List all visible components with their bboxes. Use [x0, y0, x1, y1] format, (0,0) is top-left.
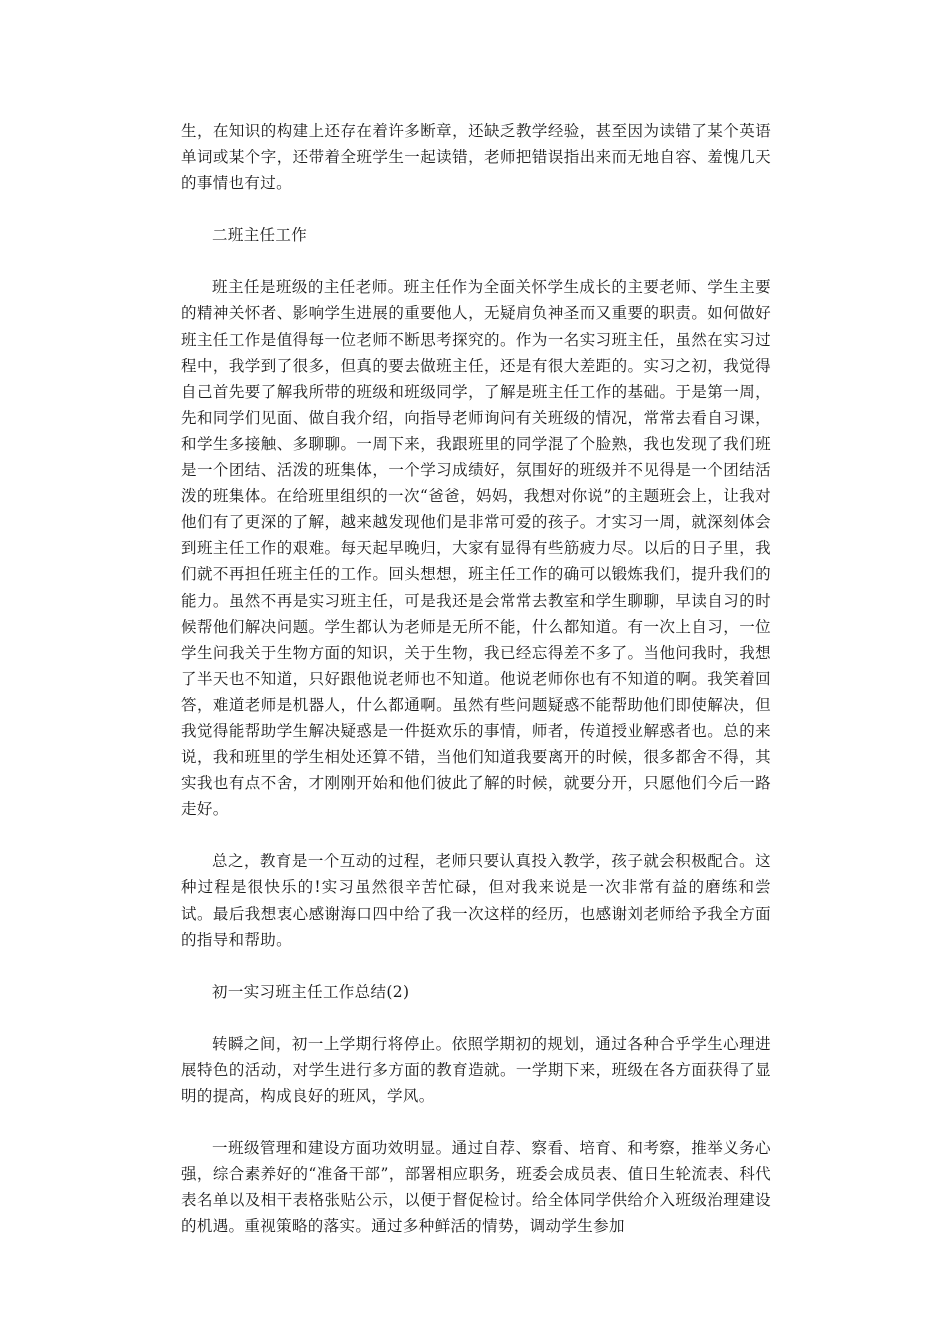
paragraph-gap	[181, 822, 771, 848]
document-body	[181, 118, 771, 1239]
paragraph-semester-intro: 转瞬之间，初一上学期行将停止。依照学期初的规划，通过各种合乎学生心理进展特色的活动，对学生进行多方面的教育造就。一学期下来，班级在各方面获得了显明的提高，构成良好的班风，学风。	[181, 1034, 771, 1105]
section-heading-class-teacher: 二班主任工作	[212, 226, 308, 245]
paragraph-gap	[181, 953, 771, 979]
paragraph-class-teacher-work: 班主任是班级的主任老师。班主任作为全面关怀学生成长的主要老师、学生主要的精神关怀者、影响学生进展的重要他人，无疑肩负神圣而又重要的职责。如何做好班主任工作是值得每一位老师不断思考探究的。作为一名实习班主任，虽然在实习过程中，我学到了很多，但真的要去做班主任，还是有很大差距的。实习之初，我觉得自己首先要了解我所带的班级和班级同学，了解是班主任工作的基础。于是第一周，先和同学们见面、做自我介绍，向指导老师询问有关班级的情况，常常去看自习课，和学生多接触、多聊聊。一周下来，我跟班里的同学混了个脸熟，我也发现了我们班是一个团结、活泼的班集体，一个学习成绩好，氛围好的班级并不见得是一个团结活泼的班集体。在给班里组织的一次“爸爸，妈妈，我想对你说”的主题班会上，让我对他们有了更深的了解，越来越发现他们是非常可爱的孩子。才实习一周，就深刻体会到班主任工作的艰难。每天起早晚归，大家有显得有些筋疲力尽。以后的日子里，我们就不再担任班主任的工作。回头想想，班主任工作的确可以锻炼我们，提升我们的能力。虽然不再是实习班主任，可是我还是会常常去教室和学生聊聊，早读自习的时候帮他们解决问题。学生都认为老师是无所不能，什么都知道。有一次上自习，一位学生问我关于生物方面的知识，关于生物，我已经忘得差不多了。当他问我时，我想了半天也不知道，只好跟他说老师也不知道。他说老师你也有不知道的啊。我笑着回答，难道老师是机器人，什么都通啊。虽然有些问题疑惑不能帮助他们即使解决，但我觉得能帮助学生解决疑惑是一件挺欢乐的事情，师者，传道授业解惑者也。总的来说，我和班里的学生相处还算不错，当他们知道我要离开的时候，很多都舍不得，其实我也有点不舍，才刚刚开始和他们彼此了解的时候，就要分开，只愿他们今后一路走好。	[181, 278, 771, 819]
paragraph-gap	[181, 248, 771, 274]
paragraph-gap	[181, 196, 771, 222]
paragraph-continuation: 生，在知识的构建上还存在着许多断章，还缺乏教学经验，甚至因为读错了某个英语单词或某个字，还带着全班学生一起读错，老师把错误指出来而无地自容、羞愧几天的事情也有过。	[181, 122, 771, 193]
paragraph-gap	[181, 1005, 771, 1031]
section-heading-summary-2: 初一实习班主任工作总结(2)	[212, 982, 410, 1001]
paragraph-class-management: 一班级管理和建设方面功效明显。通过自荐、察看、培育、和考察，推举义务心强，综合素养好的“准备干部”，部署相应职务，班委会成员表、值日生轮流表、科代表名单以及相干表格张贴公示，以便于督促检讨。给全体同学供给介入班级治理建设的机遇。重视策略的落实。通过多种鲜活的情势，调动学生参加	[181, 1139, 771, 1236]
paragraph-conclusion: 总之，教育是一个互动的过程，老师只要认真投入教学，孩子就会积极配合。这种过程是很快乐的!实习虽然很辛苦忙碌，但对我来说是一次非常有益的磨练和尝试。最后我想衷心感谢海口四中给了我一次这样的经历，也感谢刘老师给予我全方面的指导和帮助。	[181, 852, 771, 949]
paragraph-gap	[181, 1109, 771, 1135]
